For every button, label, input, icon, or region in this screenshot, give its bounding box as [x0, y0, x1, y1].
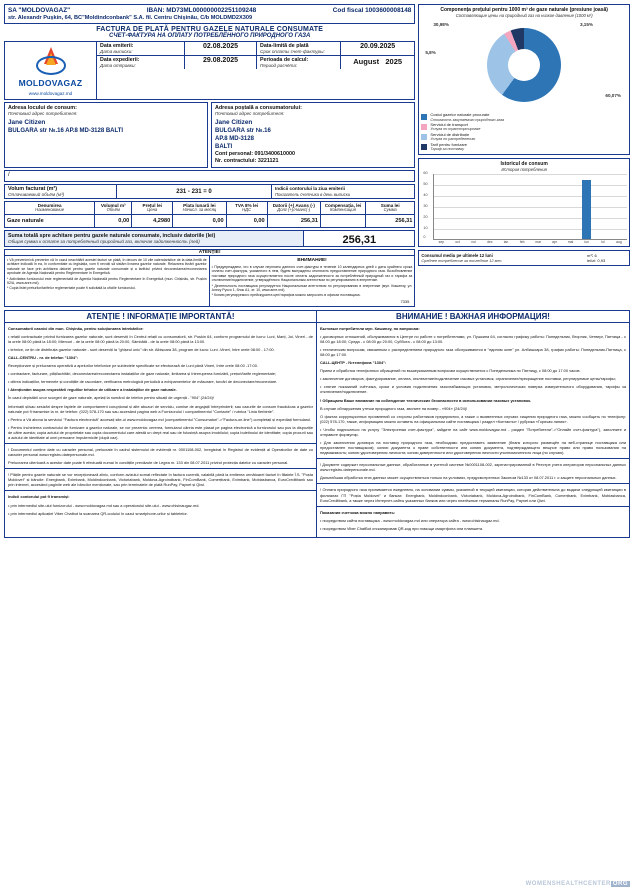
cell-debt: 256,31 — [267, 215, 320, 228]
postal-address-title: Adresa poștală a consumatorului: — [215, 105, 302, 111]
invoice-title — [4, 26, 415, 39]
right-b1: • договорных отношений, обслуживаются в Центре по работе с потребителями, ул. Пушкина 64, согласно графику работы: Понедельник, Вторник, Четверг, Пятница - с 08.00 до 18:00; Среда - с 08:00 до 20:00, Суббота - с 08:00 до 13:00. — [320, 333, 626, 344]
cell-sum: 256,31 — [366, 215, 415, 228]
col-price: Prețul lei Цена — [132, 202, 173, 215]
average-consumption-box: Consumul mediu pe ultimele 12 luni Среднее потребление за последние 12 мес. m³: 6 lei/zi: 0,93 — [418, 250, 630, 266]
invoice-left-column — [4, 4, 415, 307]
company-iban: IBAN: MD73ML000000002251109248 — [146, 7, 257, 14]
right-b4: • снятие показаний счётчика, сроки и условия подключения газоснабжающих установок, метрологическая поверка измерительного оборудования, тарифы за отключение/подключение. — [320, 384, 626, 395]
x-label: mai — [567, 240, 574, 245]
counter-note-ru: Показатель счетчика в день выписки — [275, 192, 351, 197]
left-p2: Recepționare și prelucrarea operativă a apelurilor telefonice pe subiectele specificate se efectuează de Luni până Vineri, între orele 08:00 -17:00. — [8, 363, 258, 369]
right-p6: • Чтобы подписаться на услугу "Электронная счет-фактура", зайдите на сайт www.moldovagaz.md - раздел "Потребители"->"Онлайн счет-фактура"), заполните и отправьте формуляр. — [320, 426, 626, 437]
right-intro: Бытовые потребители мун. Кишинэу, по вопросам: — [320, 325, 420, 331]
legend-label-0: Costul gazelor naturale procurate — [430, 112, 490, 118]
cell-monthly: 0,00 — [173, 215, 226, 228]
attention-head-ro: ATENȚIE! — [198, 250, 221, 256]
logo-block — [5, 42, 97, 99]
period-label: Perioada de calcul: — [260, 57, 309, 63]
avg-m3-label: m³ — [587, 253, 592, 259]
right-p11: Показания счетчика можно направить: — [320, 509, 396, 515]
addresses-row — [4, 102, 415, 168]
history-title: Istoricul de consum — [500, 161, 548, 168]
company-fiscal-code: Cod fiscal 1003600008148 — [332, 7, 412, 14]
legend-swatch-icon — [421, 124, 427, 130]
postal-customer-name: Jane Citizen — [215, 119, 253, 126]
right-p7: • Для заключения договора на поставку природного газа, необходимо предоставить заявление (бланк которого размещён на веб-странице поставщика или предоставлен поставщиком); копию документа о праве собственности или копию документа, подтверждающего вещное право или право пользования на недвижимость; копию удостоверения личности; копию доверенности или удостоверения личности уполномоченного лица (по случаю). — [320, 439, 626, 456]
x-label: dec — [487, 240, 493, 245]
consumption-address-title: Adresa locului de consum: — [8, 105, 77, 111]
right-b5: • посредством сайта поставщика - www.moldovagaz.md или оператора сайта - www.chisinaugaz.md. — [320, 517, 500, 523]
x-label: apr — [551, 240, 557, 245]
price-composition-subtitle: Составляющие цены на природный газ на низкое давление (1000 м³) — [455, 13, 593, 18]
bottom-right-column — [317, 323, 629, 537]
divider — [317, 506, 629, 507]
left-b3: • contractare, facturare, plăți/achitări, deconectarea/reconectarea instalațiilor de gaze naturale, limitarea și întreruperea furnizării, prețuri/tarife reglementate; — [8, 371, 277, 377]
period-year: 2025 — [385, 57, 403, 66]
price-composition-donut-chart — [421, 20, 627, 112]
price-composition-title: Componența prețului pentru 1000 m³ de gaze naturale (presiune joasă) — [440, 7, 608, 13]
legend-label-3-ru: Тариф за поставку — [430, 147, 465, 152]
postal-address-line3: BALTI — [215, 144, 233, 150]
send-date-label: Data expedierii: — [100, 57, 140, 63]
col-vat: TVA 8% lei НДС — [226, 202, 267, 215]
company-header — [4, 4, 415, 24]
x-label: iun — [584, 240, 589, 245]
pay-date-label: Data-limită de plată — [260, 43, 309, 49]
attention-head-ru: ВНИМАНИЕ! — [297, 258, 327, 264]
free-text-field: / — [4, 170, 415, 182]
x-label: aug — [616, 240, 622, 245]
invoice-title-ru: СЧЕТ-ФАКТУРА НА ОПЛАТУ ПОТРЕБЛЁННОГО ПРИРОДНОГО ГАЗА — [109, 33, 311, 39]
left-intro: Consumatorii casnici din mun. Chișinău, pentru soluționarea întrebărilor: — [8, 325, 144, 331]
flame-logo-icon — [36, 47, 66, 77]
left-p10: ! Plățile pentru gazele naturale se vor recepționează zilnic, conform avizului somat reflectate în factura curentă, valabilă până la emiterea următoarei facturi în filialele Î.S. "Poșta Moldovei" și băncile: Energbank, Eximbank, Moldindconbank, Victoriabank, Moldova-Agroindbank, FinComBank, Comerțbank, Eximbank, Mobiasbanca, EuroCreditbank sau prin internet, accesând paginile web ale băncilor menționate, sau prin terminalele de plată RunPay, Paynet și Qiwi. — [8, 472, 313, 488]
consumption-history-box — [418, 158, 630, 247]
consumption-address-box — [4, 102, 208, 168]
donut-pct-supply: 5,8% — [425, 50, 436, 56]
consumption-customer-name: Jane Citizen — [8, 119, 46, 126]
top-section — [4, 4, 630, 307]
x-label: ian — [503, 240, 509, 245]
period-label-ru: Период расчёта: — [260, 63, 298, 68]
legend-label-0-ru: Стоимость закупаемого природного газа — [430, 117, 505, 122]
legend-swatch-icon — [421, 114, 427, 120]
postal-address-line2: AP.8 MD-3128 — [215, 136, 254, 142]
divider — [317, 483, 629, 484]
avg-lei-label: lei/zi: — [587, 258, 597, 264]
attention-right — [210, 256, 415, 306]
right-b3: • заключение договоров, фактурирование, оплата, отключение/подключение газовых установок, ограничение/прекращение поставки, регулируемые цены/тарифы; — [320, 376, 616, 382]
attention-left-p2: * Activitatea furnizorului este reglementată de Agenția Națională pentru Reglementare în Energetică (mun. Chișinău, str. Pușkin 52/A, www.anre.md). — [7, 276, 207, 285]
table-row — [5, 215, 415, 228]
attention-left-p3: * Copia listei preturilor/tarifelor reglementate poate fi solicitată la oficiile furnizorului. — [7, 286, 136, 291]
attention-right-p1: • Предупреждаем, что в случае неуплаты данного счет-фактуры в течение 10 календарных дней с даты крайнего срока оплаты счет-фактуры, указанного в нем, будем вынуждены отключить предоставление природного газа. Возобновление поставки природного газа осуществляется после оплаты задолженности за потреблённый природный газ и тарифа за отключение/подключение, утверждённого Национальным агентством по регулированию в энергетике. — [211, 265, 413, 283]
donut-pct-gas-cost: 60,07% — [605, 93, 621, 99]
col-monthly: Plata lunară lei Начисл. за месяц — [173, 202, 226, 215]
left-p9: Prelucrarea ulterioară a acestor date poate fi efectuată numai în condițiile prevăzute de Legea nr. 133 din 08.07.2011 privind protecția datelor cu caracter personal. — [8, 460, 289, 466]
consumption-address-line: BULGARA str №.16 AP.8 MD-3128 BALTI — [8, 128, 124, 134]
left-p5: Informații și/sau sesizări despre faptele de comportament corupțional și alte abuzuri de serviciu, comise de angajații întreprinderii; sau cazurile de consum frauduloas a gazelor naturale pot fi transmise la nr. de telefon: (022) 578-170 sau sau accesând pagina web a Furnizorului / compartimentul "Contacte" / rubrica "Linia fierbinte". — [8, 403, 313, 414]
x-label: sep — [438, 240, 445, 245]
divider — [5, 490, 316, 491]
donut-pct-transport: 3,15% — [579, 22, 593, 28]
attention-block — [4, 249, 415, 307]
chart-x-labels — [433, 240, 627, 244]
legend-label-2-ru: Услуга по транспортировке — [430, 127, 481, 132]
donut-legend — [421, 113, 627, 151]
attention-right-p2: * Деятельность поставщика регулируется Национальным агентством по регулированию в энергетике (мун. Кишинэу, ул. Алеку Руссо 1, блок А1, эт. 10, www.anre.md). — [211, 283, 413, 292]
legend-swatch-icon — [421, 144, 427, 150]
bottom-title-ro: ATENȚIE ! INFORMAȚIE IMPORTANTĂ! — [5, 311, 317, 322]
right-b6: • посредством Viber ChatBot отсканировав QR-код при помощи смартфона или планшета. — [320, 525, 484, 531]
cell-name: Gaze naturale — [5, 215, 95, 228]
right-p10: ! Оплата природного газа принимается ежедневно, на основании суммы, указанной в текущей квитанции, которая действительна до выдачи следующей квитанции в филиалах ГП "Poșta Moldovei" и банках: Energbank, Moldindconbank, Victoriabank, Moldova-Agroindbank, FinComBank, Comerțbank, Eximbank, Mobiasbanca, EuroCreditbank, а также через Интернет-сайты указанных банков или через платёжные терминалы RunPay, Paynet или Qiwi. — [320, 487, 626, 503]
counter-note: Indicii contorului la ziua emiterii — [275, 186, 345, 191]
emit-date-label: Data emiterii: — [100, 43, 134, 49]
logo-wordmark: MOLDOVAGAZ — [18, 78, 83, 88]
volume-row — [4, 184, 415, 199]
table-header-row — [5, 202, 415, 215]
legend-item — [421, 113, 627, 122]
charges-table — [4, 201, 415, 228]
watermark-text: WOMENSHEALTHCENTER — [525, 881, 611, 887]
send-date-label-ru: Дата отправки: — [100, 63, 136, 68]
send-date-value: 29.08.2025 — [202, 57, 239, 64]
x-label: oct — [455, 240, 460, 245]
important-information-section — [4, 310, 630, 538]
right-p8: ! Документ содержит персональные данные, обработанные в учетной системе №0001108-002, зарегистрированной в Реестре учета операторов персональных данных www.registru.datepersonale.md. — [320, 462, 626, 473]
legend-label-1-ru: Услуга по распределению — [430, 137, 476, 142]
divider — [317, 458, 629, 459]
donut-pct-distribution: 30,98% — [433, 22, 449, 28]
total-label-ru: Общая сумма к оплате за потреблённый природный газ, включая задолженность (лей) — [8, 239, 200, 245]
left-callcenter-title: CALL-CENTRU - nr. de telefon "1304": — [8, 355, 79, 361]
legend-item — [421, 133, 627, 142]
contract-number: Nr. contractului: 3221121 — [215, 158, 279, 164]
col-sum: Suma lei Сумма — [366, 202, 415, 215]
cell-price: 4,2980 — [132, 215, 173, 228]
dates-block — [97, 42, 414, 99]
attention-right-p3: * Копию регулируемого прейскуранта цен/тарифов можно запросить в офисах поставщика. — [211, 293, 361, 298]
divider — [5, 468, 316, 469]
total-label: Suma totală spre achitare pentru gazele naturale consumate, inclusiv datoriile (lei) — [8, 233, 216, 240]
postal-address-line1: BULGARA str №.16 — [215, 128, 271, 134]
x-label: noi — [471, 240, 476, 245]
right-p9: Дальнейшая обработка этих данных может осуществляться только на условиях, предусмотренных Законом №133 от 08.07.2011 г. о защите персональных данных. — [320, 475, 617, 481]
watermark-tag: ORG — [612, 881, 628, 887]
col-volume: Volumul m³ Объём — [95, 202, 132, 215]
right-p2: Прием и обработка телефонных обращений по вышеуказанным вопросам осуществляется с Понедельника по Пятницу, с 08:00 до 17:00 часов. — [320, 368, 581, 374]
logo-and-dates — [4, 41, 415, 100]
left-b4: • citirea indicațiilor, termenele și condițiile de racordare, verificarea metrologică periodică a echipamentelor de măsurare, turcări de deconectare/reconectare. — [8, 379, 278, 385]
company-name: SA "MOLDOVAGAZ" — [8, 7, 71, 14]
cell-vat: 0,00 — [226, 215, 267, 228]
left-p3: ! Atenționăm asupra respectării regulilor tehnice de utilizare a instalațiilor de gaze naturale. — [8, 387, 177, 393]
col-debt: Datorii (+) Avans (-) Долг (+)/Аванс(-) — [267, 202, 320, 215]
chart-bars — [434, 174, 627, 239]
divider — [5, 443, 316, 444]
avg-label-ru: Среднее потребление за последние 12 мес. — [421, 258, 503, 264]
legend-swatch-icon — [421, 134, 427, 140]
right-p5: О фактах коррупционных проявлений со стороны работников предприятия, а также о выявленных случаях хищения природного газа, можно сообщить по телефону: (022) 578-170, также, информацию можно оставить на официальном сайте поставщика / раздел «Контакты» / рубрика «Горячая линия». — [320, 413, 626, 424]
watermark — [526, 881, 630, 887]
x-label: iul — [601, 240, 605, 245]
left-b1: • relații contractuale privind furnizarea gazelor naturale, sunt deserviți în Centrul relații cu consumatorii, str. Pușkin 64, conform programului de lucru: Luni, Marți, Joi, Vineri - de la orele 08:00 până la 18:00; Miercuri - de la orele 08:00 până la 20:00, Sâmbătă - de la orele 08:00 până la 13:00. — [8, 333, 313, 344]
form-code: 7335 — [400, 298, 410, 304]
left-b6: • prin intermediul aplicației Viber Chatbot la scanarea QR-codului în cazul smartphone-urilor și tabletelor. — [8, 510, 188, 516]
pay-date-value: 20.09.2025 — [360, 43, 396, 50]
cell-volume: 0,00 — [95, 215, 132, 228]
bottom-title-ru: ВНИМАНИЕ ! ВАЖНАЯ ИНФОРМАЦИЯ! — [396, 311, 550, 321]
consumption-address-title-ru: Почтовый адрес потребителя: — [8, 111, 78, 116]
right-b2: • техническим вопросам, связанным с распределением природного газа обслуживаются в "едином окне" ул. Албишоара 38, график работы: Понедельник-Пятница, с 08:00 до 17:00. — [320, 346, 626, 358]
personal-account: Cont personal: 091/3400610000 — [215, 151, 296, 157]
right-p3: ! Обращаем Ваше внимание на соблюдение технических безопасности в использовании газовых установок. — [320, 397, 532, 403]
pay-date-label-ru: Срок оплаты счет-фактуры: — [260, 49, 325, 54]
donut-ring — [487, 28, 561, 102]
period-month: August — [353, 57, 380, 66]
company-address: str. Alexandr Pușkin, 64, BC"Moldindconbank" S.A. fil. Centru Chișinău, C/b MOLDMD2X309 — [8, 15, 253, 21]
attention-left — [5, 256, 210, 306]
volume-label-ru: Оплачиваемый объём (м³) — [8, 192, 65, 197]
total-box — [4, 230, 415, 247]
left-b5: • prin intermediul site-ului furnizorului - www.moldovagaz.md sau a operatorului site-ului - www.chisinaugaz.md. — [8, 502, 200, 508]
legend-item — [421, 123, 627, 132]
logo-url: www.moldovagaz.md — [28, 91, 73, 96]
history-title-ru: История потребления — [501, 167, 547, 173]
avg-label: Consumul mediu pe ultimele 12 luni — [421, 253, 493, 259]
left-b2: • tehnice, ce țin de distribuția gazelor naturale - sunt deserviți la "ghișeul unic" din str. Albișoara 38, program de lucru: Luni -Vineri, între orele 08:00 - 17:00. — [8, 346, 275, 352]
price-composition-box — [418, 4, 630, 155]
left-p8: ! Documentul conține date cu caracter personal, prelucrate în cadrul sistemului de evidență nr. 0001108-002, înregistrat în Registrul de evidență al Operatorilor de date cu caracter personal www.registru.datepersonale.md. — [8, 446, 313, 458]
consumption-bar-chart: 60 50 40 30 20 10 0 — [433, 174, 627, 240]
total-amount: 256,31 — [342, 234, 377, 247]
emit-date-value: 02.08.2025 — [202, 43, 239, 50]
bottom-left-column — [5, 323, 317, 537]
volume-value: 231 - 231 = 0 — [176, 189, 212, 195]
volume-label: Volum facturat (m³) — [8, 186, 58, 192]
x-label: feb — [519, 240, 525, 245]
emit-date-label-ru: Дата выписки: — [100, 49, 133, 54]
postal-address-title-ru: Почтовый адрес потребителя: — [215, 111, 285, 116]
postal-address-box — [211, 102, 415, 168]
legend-item — [421, 143, 627, 152]
left-p4: În cazul depistării unor scurgeri de gaze naturale, apelați la numărul de telefon pentru situații de urgență - "904" (24/24)! — [8, 395, 215, 401]
invoice-right-column — [418, 4, 630, 307]
col-compensation: Compensația, lei Компенсация — [320, 202, 365, 215]
legend-label-2: Serviciul de transport — [430, 121, 468, 127]
cell-compensation — [320, 215, 365, 228]
left-p7: • Pentru încheierea contractului de furnizare a gazelor naturale, se vor prezenta: cererea, formularul căreia este plasat pe pagina electronică a furnizorului sau pus la dispoziție de către acesta; copia actului de proprietate sau copia documentului care atestă un drept real sau de folosință asupra imobilului; copia buletinului de identitate; copia procurii sau a actului de identitate al unei persoane împuternicite (după caz). — [8, 424, 313, 440]
x-label: mar — [535, 240, 542, 245]
avg-lei-value: 0,93 — [597, 258, 606, 264]
attention-left-p1: • Vă prevenim/vă prevenim că în cazul neachitării acestei facturi se plată, în decurs de 10 zile calendaristice de la data-limită de achitare indicată în ea, în conformitate cu legislația, vom fi nevoiți să sistăm livrarea gazelor naturale. Relavarea livrării gazelor naturale se face prin achitarea datoriei pentru gazele naturale consumate și a tarifului privind deconectarea/reconectarea aprobate de Agenția Națională pentru Reglementare în Energetică. — [7, 258, 207, 276]
legend-label-1: Serviciul de distribuție — [430, 131, 470, 137]
legend-label-3: Tarif pentru furnizare — [430, 141, 468, 147]
right-p4: В случае обнаружения утечки природного газа, звоните на номер - «904» (24/24)! — [320, 405, 468, 411]
invoice-title-ro: FACTURA DE PLATĂ PENTRU GAZELE NATURALE CONSUMATE — [96, 26, 324, 33]
left-p11: Indicii contorului pot fi transmiși: — [8, 494, 70, 500]
right-callcenter-title: CALL-ЦЕНТР - №телефона "1304": — [320, 360, 387, 366]
col-name: Denumirea Наименование — [5, 202, 95, 215]
avg-m3-value: 6 — [594, 253, 597, 259]
left-p6: • Pentru a Vă abona la serviciul "Factura electronică" accesați site-ul www.moldovagaz.md (compartimentul "Consumatori"->"Factura-on-line") completați și expediați formularul. — [8, 416, 312, 422]
